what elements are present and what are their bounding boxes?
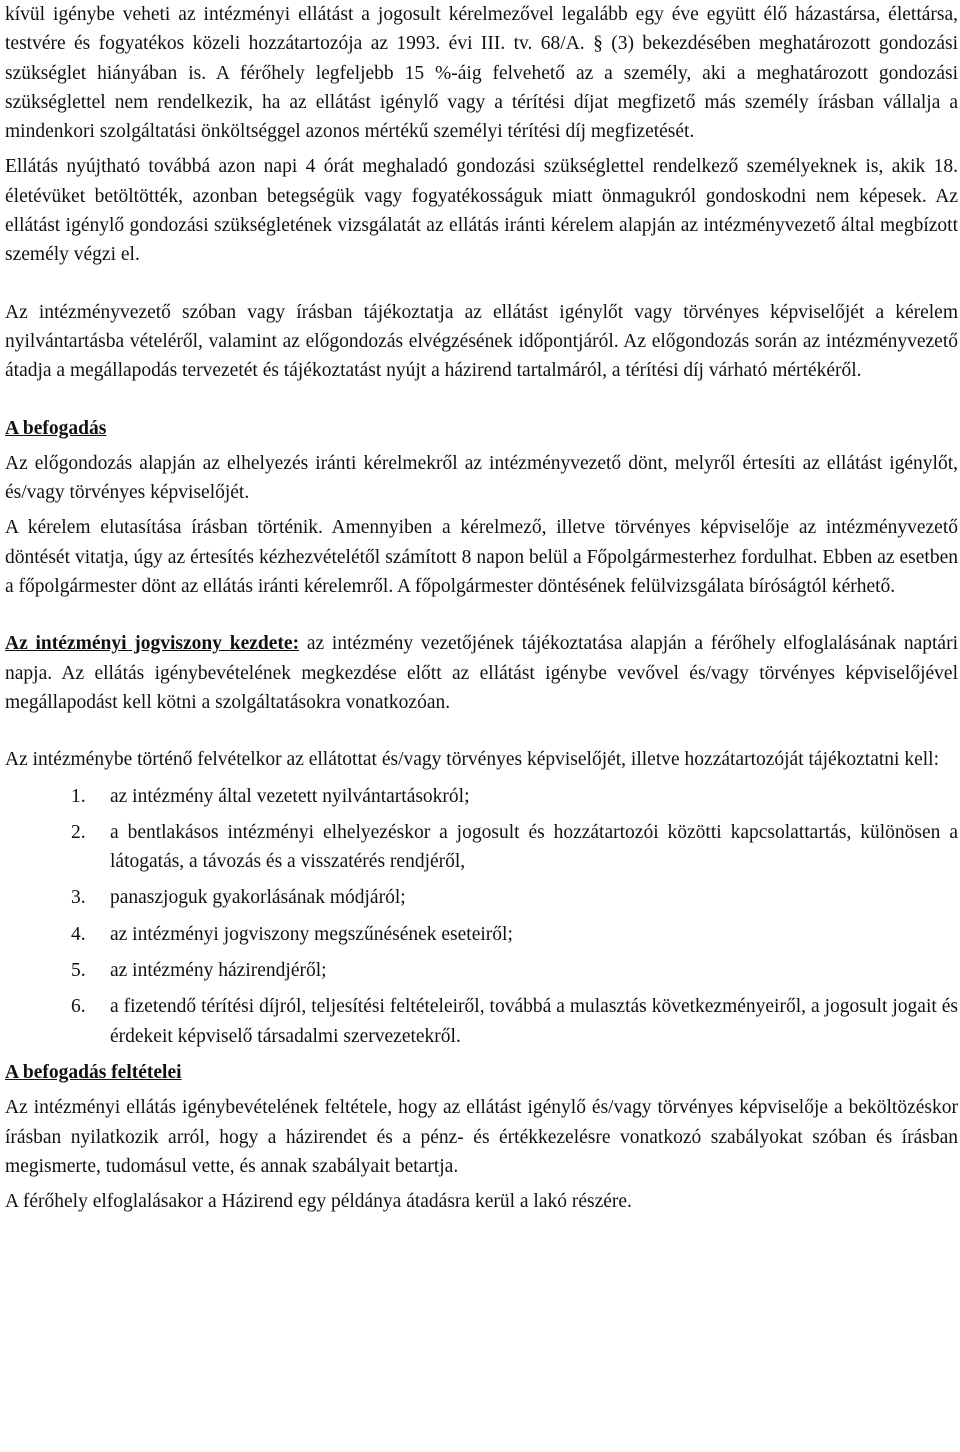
list-item-number: 2. xyxy=(71,821,86,843)
list-item-text: az intézmény házirendjéről; xyxy=(110,960,327,982)
jogviszony-label: Az intézményi jogviszony kezdete: xyxy=(5,633,300,655)
paragraph-jogviszony xyxy=(5,629,958,717)
paragraph-eligibility: kívül igénybe veheti az intézményi ellátást a jogosult kérelmezővel legalább egy éve együtt élő házastársa, élettársa, testvére és fogyatékos közeli hozzátartozója az 1993. évi III. tv. 68/A. § (3) bekezdésében meghatározott gondozási szükséglet hiányában is. A férőhely legfeljebb 15 %-áig felvehető az a személy, aki a meghatározott gondozási szükséglettel nem rendelkezik, ha az ellátást igénylő vagy a térítési díjat megfizető más személy írásban vállalja a mindenkori szolgáltatási önköltséggel azonos mértékű személyi térítési díj megfizetését. xyxy=(5,4,958,143)
heading-befogadas-feltetelei: A befogadás feltételei xyxy=(5,1061,182,1083)
list-item-number: 3. xyxy=(71,887,86,909)
list-item-text: a bentlakásos intézményi elhelyezéskor a jogosult és hozzátartozói közötti kapcsolattartás, különösen a látogatás, a távozás és a visszatérés rendjéről, xyxy=(110,821,958,873)
list-item xyxy=(5,920,958,949)
list-item xyxy=(5,883,958,912)
list-item-number: 6. xyxy=(71,996,86,1018)
info-list xyxy=(5,782,958,1051)
list-item-text: az intézmény által vezetett nyilvántartásokról; xyxy=(110,785,470,807)
jogviszony-text: az intézmény vezetőjének tájékoztatása alapján a férőhely elfoglalásának naptári napja. Az ellátás igénybevételének megkezdése előtt az ellátást igénybe vevővel és/vagy törvényes képviselőjével megállapodást kell kötni a szolgáltatásokra vonatkozóan. xyxy=(5,633,959,713)
paragraph-care-need: Ellátás nyújtható továbbá azon napi 4 órát meghaladó gondozási szükséglettel rendelkező személyeknek is, akik 18. életévüket betöltötték, azonban betegségük vagy fogyatékosságuk miatt önmagukról gondoskodni nem képesek. Az ellátást igénylő gondozási szükségletének vizsgálatát az ellátás iránti kérelem alapján az intézményvezető által megbízott személy végzi el. xyxy=(5,156,958,266)
list-item xyxy=(5,992,958,1051)
paragraph-house-rules-copy: A férőhely elfoglalásakor a Házirend egy példánya átadásra kerül a lakó részére. xyxy=(5,1191,632,1213)
list-item xyxy=(5,818,958,877)
paragraph-conditions: Az intézményi ellátás igénybevételének feltétele, hogy az ellátást igénylő és/vagy törvényes képviselője a beköltözéskor írásban nyilatkozik arról, hogy a házirendet és a pénz- és értékkezelésre vonatkozó szabályokat szóban és írásban megismerte, tudomásul vette, és annak szabályait betartja. xyxy=(5,1097,958,1177)
list-item-text: az intézményi jogviszony megszűnésének eseteiről; xyxy=(110,923,513,945)
paragraph-admission-info: Az intézménybe történő felvételkor az ellátottat és/vagy törvényes képviselőjét, illetve hozzátartozóját tájékoztatni kell: xyxy=(5,749,940,771)
list-item-number: 5. xyxy=(71,960,86,982)
list-item xyxy=(5,782,958,811)
list-item-text: a fizetendő térítési díjról, teljesítési feltételeiről, továbbá a mulasztás következményeiről, a jogosult jogait és érdekeit képviselő társadalmi szervezetekről. xyxy=(110,996,958,1047)
heading-befogadas: A befogadás xyxy=(5,417,107,439)
paragraph-notification: Az intézményvezető szóban vagy írásban tájékoztatja az ellátást igénylőt vagy törvényes képviselőjét a kérelem nyilvántartásba vételéről, valamint az előgondozás elvégzésének időpontjáról. Az előgondozás során az intézményvezető átadja a megállapodás tervezetét és tájékoztatást nyújt a házirend tartalmáról, a térítési díj várható mértékéről. xyxy=(5,301,958,382)
paragraph-decision: Az előgondozás alapján az elhelyezés iránti kérelmekről az intézményvezető dönt, melyről értesíti az ellátást igénylőt, és/vagy törvényes képviselőjét. xyxy=(5,452,958,504)
list-item-text: panaszjoguk gyakorlásának módjáról; xyxy=(110,887,406,909)
list-item-number: 1. xyxy=(71,785,86,807)
paragraph-rejection: A kérelem elutasítása írásban történik. Amennyiben a kérelmező, illetve törvényes képviselője az intézményvezető döntését vitatja, úgy az értesítés kézhezvételétől számított 8 napon belül a Főpolgármesterhez fordulhat. Ebben az esetben a főpolgármester dönt az ellátás iránti kérelemről. A főpolgármester döntésének felülvizsgálata bíróságtól kérhető. xyxy=(5,517,958,598)
list-item xyxy=(5,956,958,985)
list-item-number: 4. xyxy=(71,923,86,945)
